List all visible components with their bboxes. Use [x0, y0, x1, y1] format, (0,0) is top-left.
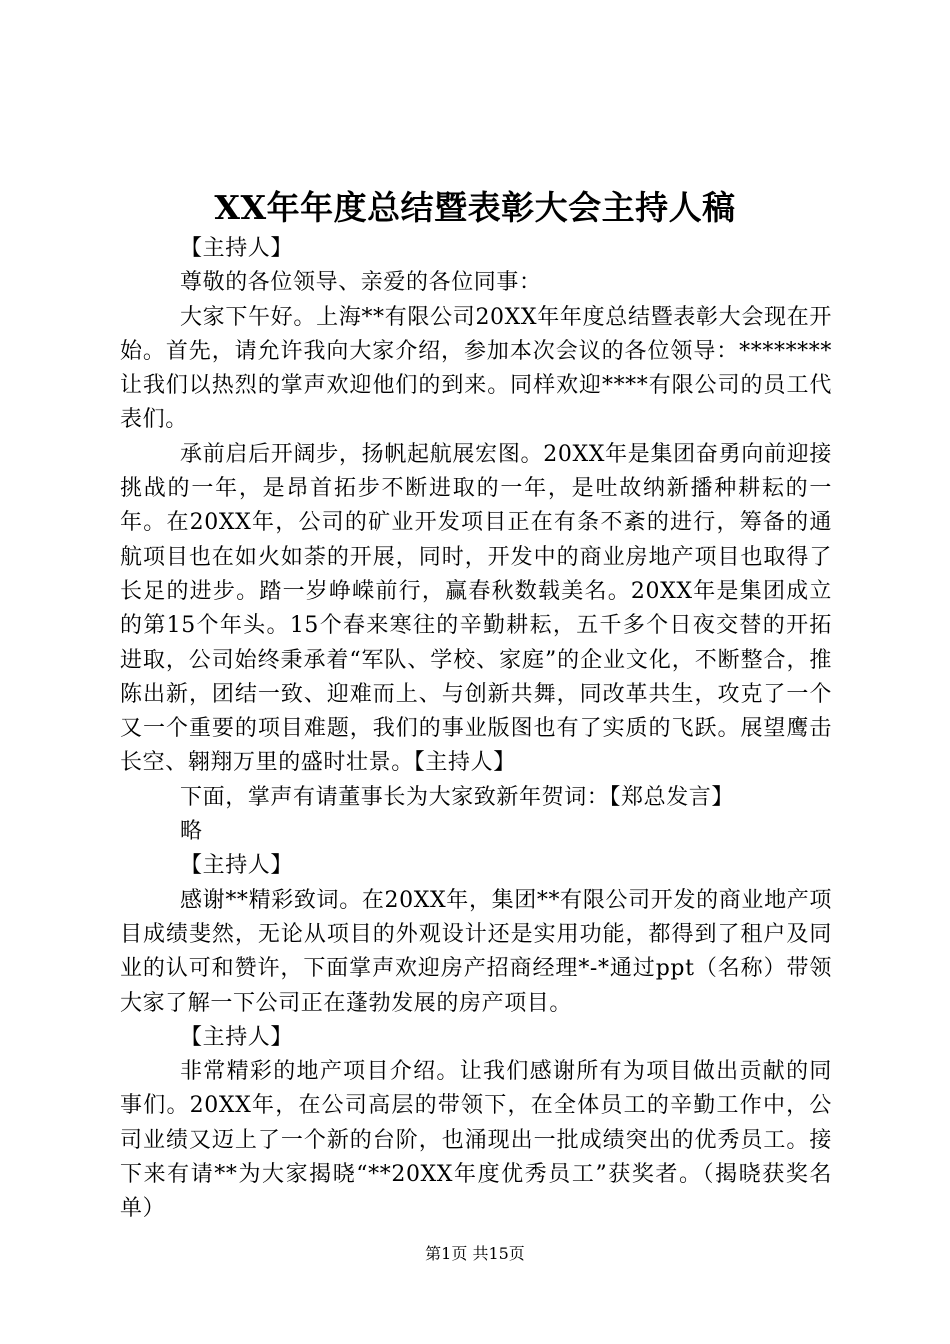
paragraph-omitted: 略: [180, 819, 203, 845]
paragraph-awards: 非常精彩的地产项目介绍。让我们感谢所有为项目做出贡献的同事们。20XX年，在公司高层的带领下，在全体员工的辛勤工作中，公司业绩又迈上了一个新的台阶，也涌现出一批成绩突出的优秀员工。接下来有请**为大家揭晓“**20XX年度优秀员工”获奖者。（揭晓获奖名单）: [120, 1059, 832, 1222]
paragraph-opening: 大家下午好。上海**有限公司20XX年年度总结暨表彰大会现在开始。首先，请允许我向大家介绍，参加本次会议的各位领导：********让我们以热烈的掌声欢迎他们的到来。同样欢迎****有限公司的员工代表们。: [120, 304, 832, 433]
paragraph-host-label-1: 【主持人】: [180, 236, 294, 261]
document-title: XX年年度总结暨表彰大会主持人稿: [214, 188, 736, 227]
page-number-footer: 第1页 共15页: [425, 1244, 525, 1263]
paragraph-real-estate: 感谢**精彩致词。在20XX年，集团**有限公司开发的商业地产项目成绩斐然，无论从项目的外观设计还是实用功能，都得到了租户及同业的认可和赞许，下面掌声欢迎房产招商经理*-*通过ppt（名称）带领大家了解一下公司正在蓬勃发展的房产项目。: [120, 887, 832, 1016]
paragraph-chairman-invite: 下面，掌声有请董事长为大家致新年贺词：【郑总发言】: [180, 784, 735, 810]
paragraph-host-label-2: 【主持人】: [180, 853, 294, 879]
document-body: [120, 232, 832, 1227]
paragraph-review: 承前启后开阔步，扬帆起航展宏图。20XX年是集团奋勇向前迎接挑战的一年，是昂首拓步不断进取的一年，是吐故纳新播种耕耘的一年。在20XX年，公司的矿业开发项目正在有条不紊的进行，筹备的通航项目也在如火如荼的开展，同时，开发中的商业房地产项目也取得了长足的进步。踏一岁峥嵘前行，赢春秋数载美名。20XX年是集团成立的第15个年头。15个春来寒往的辛勤耕耘，五千多个日夜交替的开拓进取，公司始终秉承着“军队、学校、家庭”的企业文化，不断整合，推陈出新，团结一致、迎难而上、与创新共舞，同改革共生，攻克了一个又一个重要的项目难题，我们的事业版图也有了实质的飞跃。展望鹰击长空、翱翔万里的盛时壮景。【主持人】: [120, 441, 832, 776]
paragraph-host-label-3: 【主持人】: [180, 1024, 294, 1050]
paragraph-greeting: 尊敬的各位领导、亲爱的各位同事：: [180, 270, 542, 296]
